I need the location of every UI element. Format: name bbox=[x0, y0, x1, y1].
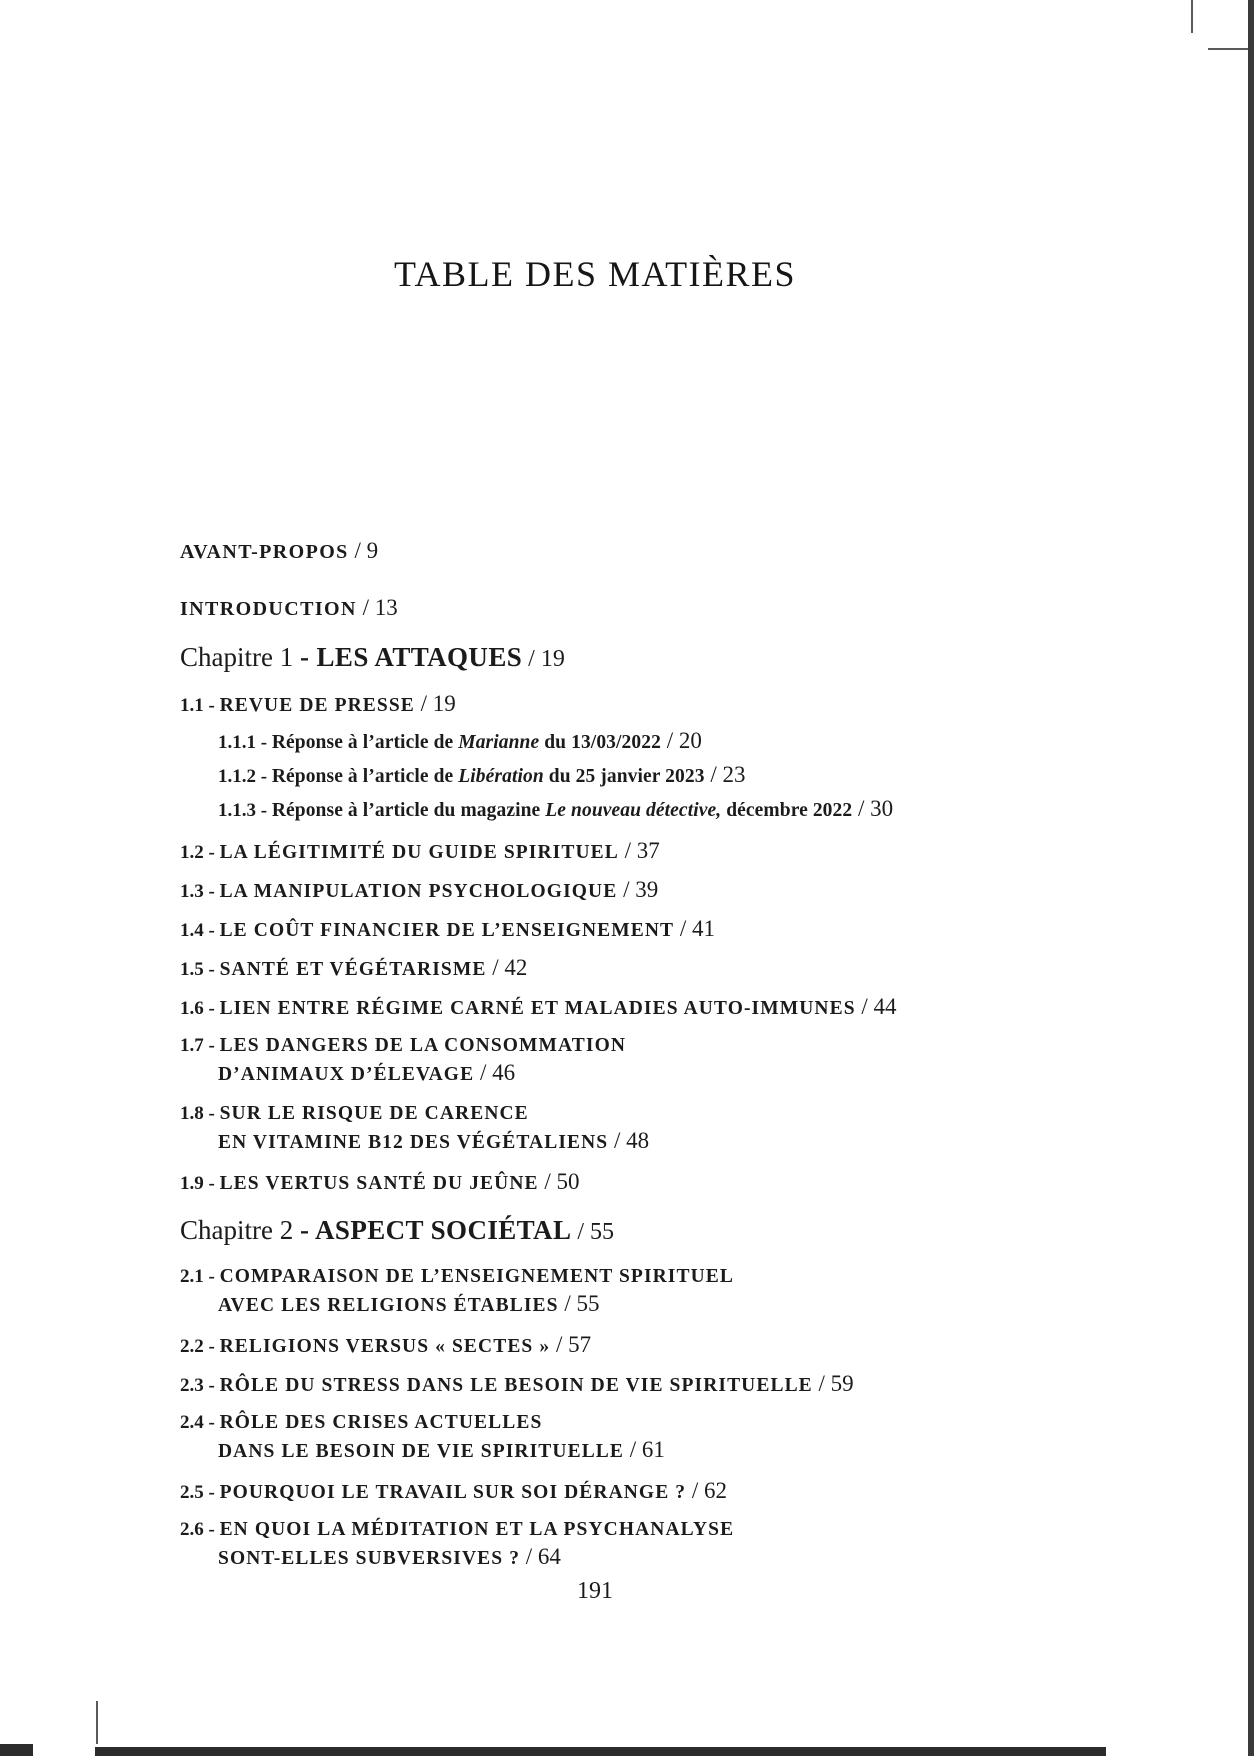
scan-edge-right-bar bbox=[1248, 0, 1254, 1756]
toc-run-pg: / 23 bbox=[704, 762, 746, 787]
toc-run-num: 2.5 - bbox=[180, 1482, 220, 1503]
toc-run-sub: Réponse à l’article du magazine bbox=[271, 800, 546, 821]
toc-run-st: D’ANIMAUX D’ÉLEVAGE bbox=[218, 1064, 475, 1085]
toc-entry-4 bbox=[180, 725, 1254, 759]
toc-run-num: 2.2 - bbox=[180, 1336, 220, 1357]
toc-run-st: RÔLE DES CRISES ACTUELLES bbox=[219, 1412, 543, 1433]
toc-run-pg: / 61 bbox=[624, 1437, 665, 1462]
toc-run-pg: / 19 bbox=[414, 691, 456, 716]
toc-run-num: 1.1.2 - bbox=[218, 766, 272, 787]
toc-entry-6 bbox=[180, 793, 1254, 827]
toc-run-cpg: / 19 bbox=[522, 646, 565, 672]
toc-run-pg: / 41 bbox=[674, 916, 716, 941]
toc-line bbox=[180, 1436, 1254, 1467]
toc-entry-2 bbox=[180, 639, 1254, 680]
toc-run-pg: / 62 bbox=[686, 1478, 728, 1503]
toc-line bbox=[180, 1518, 1254, 1543]
toc-entry-20 bbox=[180, 1479, 1254, 1506]
toc-entry-18 bbox=[180, 1372, 1254, 1399]
crop-mark-top-right-vertical bbox=[1191, 0, 1193, 33]
toc-line bbox=[180, 1333, 1254, 1360]
toc-entry-21 bbox=[180, 1518, 1254, 1574]
toc-run-num: 1.7 - bbox=[180, 1035, 220, 1056]
toc-line bbox=[180, 839, 1254, 866]
toc-entry-15 bbox=[180, 1212, 1254, 1253]
toc-line bbox=[180, 1102, 1254, 1127]
toc-run-num: 1.3 - bbox=[180, 881, 220, 902]
toc-run-st: COMPARAISON DE L’ENSEIGNEMENT SPIRITUEL bbox=[219, 1266, 735, 1287]
toc-run-sub: décembre 2022 bbox=[721, 800, 853, 821]
toc-run-st: LE COÛT FINANCIER DE L’ENSEIGNEMENT bbox=[219, 920, 675, 941]
toc-line bbox=[180, 956, 1254, 983]
toc-run-st: LES DANGERS DE LA CONSOMMATION bbox=[219, 1035, 627, 1056]
toc-line bbox=[180, 1290, 1254, 1321]
toc-run-num: 1.2 - bbox=[180, 842, 220, 863]
toc-line bbox=[180, 595, 1254, 624]
toc-line bbox=[180, 1170, 1254, 1197]
toc-entry-1 bbox=[180, 595, 1254, 624]
toc-entry-0 bbox=[180, 538, 1254, 567]
toc-entry-11 bbox=[180, 995, 1254, 1022]
toc-run-pg: / 44 bbox=[855, 994, 897, 1019]
toc-run-st: LIEN ENTRE RÉGIME CARNÉ ET MALADIES AUTO-IMMUNES bbox=[219, 998, 856, 1019]
crop-mark-bottom-left-vertical bbox=[96, 1701, 98, 1744]
toc-run-cpg: / 55 bbox=[571, 1219, 615, 1245]
toc-run-pg: / 50 bbox=[538, 1169, 580, 1194]
toc-run-cp: Chapitre 1 bbox=[180, 642, 300, 672]
toc-entry-8 bbox=[180, 878, 1254, 905]
page-title: TABLE DES MATIÈRES bbox=[393, 254, 797, 294]
toc-run-st: RELIGIONS VERSUS « SECTES » bbox=[219, 1336, 551, 1357]
toc-run-pg: / 20 bbox=[660, 728, 702, 753]
toc-run-st: SANTÉ ET VÉGÉTARISME bbox=[219, 959, 487, 980]
toc-entry-10 bbox=[180, 956, 1254, 983]
toc-run-st: RÔLE DU STRESS DANS LE BESOIN DE VIE SPIRITUELLE bbox=[219, 1375, 813, 1396]
toc-line bbox=[180, 1127, 1254, 1158]
toc-line bbox=[180, 1265, 1254, 1290]
toc-run-sub: du 25 janvier 2023 bbox=[543, 766, 705, 787]
crop-mark-top-right-horizontal bbox=[1208, 48, 1248, 50]
toc-run-st: POURQUOI LE TRAVAIL SUR SOI DÉRANGE ? bbox=[219, 1482, 687, 1503]
toc-run-pg: / 55 bbox=[558, 1291, 600, 1316]
toc-run-st: AVEC LES RELIGIONS ÉTABLIES bbox=[218, 1295, 559, 1316]
scan-edge-bottom-left-block bbox=[0, 1744, 33, 1756]
toc-line bbox=[180, 639, 1254, 680]
toc-entry-12 bbox=[180, 1034, 1254, 1090]
toc-run-num: 2.3 - bbox=[180, 1375, 220, 1396]
toc-entry-19 bbox=[180, 1411, 1254, 1467]
toc-line bbox=[180, 917, 1254, 944]
toc-run-subi: Le nouveau détective, bbox=[545, 800, 722, 821]
toc-run-pg: / 57 bbox=[550, 1332, 592, 1357]
toc-run-pg: / 46 bbox=[474, 1060, 516, 1085]
toc-line bbox=[180, 1479, 1254, 1506]
toc-run-pg: / 48 bbox=[608, 1128, 650, 1153]
toc-run-num: 2.4 - bbox=[180, 1412, 220, 1433]
toc-line bbox=[180, 1411, 1254, 1436]
toc-run-pg: / 37 bbox=[618, 838, 660, 863]
toc-run-num: 1.1 - bbox=[180, 695, 220, 716]
scan-edge-bottom-bar bbox=[95, 1747, 1106, 1756]
toc-run-pg: / 9 bbox=[348, 538, 379, 563]
toc-run-sub: Réponse à l’article de bbox=[271, 732, 459, 753]
toc-run-fl: AVANT-PROPOS bbox=[180, 541, 349, 563]
toc-entry-9 bbox=[180, 917, 1254, 944]
toc-run-pg: / 39 bbox=[617, 877, 659, 902]
toc-line bbox=[180, 692, 1254, 719]
toc-run-pg: / 30 bbox=[852, 796, 894, 821]
toc-line bbox=[180, 1372, 1254, 1399]
toc-line bbox=[218, 793, 1254, 827]
toc-run-pg: / 59 bbox=[812, 1371, 854, 1396]
toc-run-st: REVUE DE PRESSE bbox=[219, 695, 415, 716]
toc-line bbox=[218, 725, 1254, 759]
toc-entry-3 bbox=[180, 692, 1254, 719]
toc-run-ct: - ASPECT SOCIÉTAL bbox=[299, 1215, 572, 1245]
toc-run-num: 1.1.1 - bbox=[218, 732, 272, 753]
table-of-contents bbox=[180, 538, 1254, 1574]
toc-line bbox=[180, 1543, 1254, 1574]
toc-run-st: SONT-ELLES SUBVERSIVES ? bbox=[218, 1548, 521, 1569]
toc-run-fl: INTRODUCTION bbox=[180, 598, 357, 620]
toc-entry-5 bbox=[180, 759, 1254, 793]
page-number: 191 bbox=[577, 1578, 613, 1604]
toc-run-num: 1.6 - bbox=[180, 998, 220, 1019]
toc-run-pg: / 64 bbox=[520, 1544, 561, 1569]
toc-line bbox=[180, 1034, 1254, 1059]
toc-run-sub: du 13/03/2022 bbox=[539, 732, 661, 753]
toc-run-num: 1.5 - bbox=[180, 959, 220, 980]
toc-run-subi: Libération bbox=[458, 766, 544, 787]
toc-run-pg: / 13 bbox=[356, 595, 398, 620]
toc-run-pg: / 42 bbox=[486, 955, 528, 980]
toc-entry-17 bbox=[180, 1333, 1254, 1360]
toc-run-st: LES VERTUS SANTÉ DU JEÛNE bbox=[219, 1173, 539, 1194]
toc-run-num: 1.9 - bbox=[180, 1173, 220, 1194]
toc-run-st: SUR LE RISQUE DE CARENCE bbox=[219, 1103, 529, 1124]
toc-entry-14 bbox=[180, 1170, 1254, 1197]
toc-line bbox=[180, 538, 1254, 567]
toc-line bbox=[180, 995, 1254, 1022]
toc-line bbox=[180, 1059, 1254, 1090]
toc-entry-13 bbox=[180, 1102, 1254, 1158]
toc-run-st: DANS LE BESOIN DE VIE SPIRITUELLE bbox=[218, 1441, 625, 1462]
toc-run-num: 1.8 - bbox=[180, 1103, 220, 1124]
toc-line bbox=[180, 878, 1254, 905]
toc-entry-7 bbox=[180, 839, 1254, 866]
toc-run-num: 1.4 - bbox=[180, 920, 220, 941]
toc-run-st: EN QUOI LA MÉDITATION ET LA PSYCHANALYSE bbox=[219, 1519, 735, 1540]
toc-run-num: 2.6 - bbox=[180, 1519, 220, 1540]
toc-line bbox=[218, 759, 1254, 793]
toc-run-sub: Réponse à l’article de bbox=[271, 766, 459, 787]
toc-run-num: 2.1 - bbox=[180, 1266, 220, 1287]
toc-run-subi: Marianne bbox=[458, 732, 540, 753]
toc-line bbox=[180, 1212, 1254, 1253]
toc-run-st: LA MANIPULATION PSYCHOLOGIQUE bbox=[219, 881, 618, 902]
toc-run-st: LA LÉGITIMITÉ DU GUIDE SPIRITUEL bbox=[219, 842, 619, 863]
toc-entry-16 bbox=[180, 1265, 1254, 1321]
toc-run-st: EN VITAMINE B12 DES VÉGÉTALIENS bbox=[218, 1132, 609, 1153]
toc-run-num: 1.1.3 - bbox=[218, 800, 272, 821]
toc-run-ct: - LES ATTAQUES bbox=[299, 642, 523, 672]
toc-run-cp: Chapitre 2 bbox=[180, 1215, 300, 1245]
